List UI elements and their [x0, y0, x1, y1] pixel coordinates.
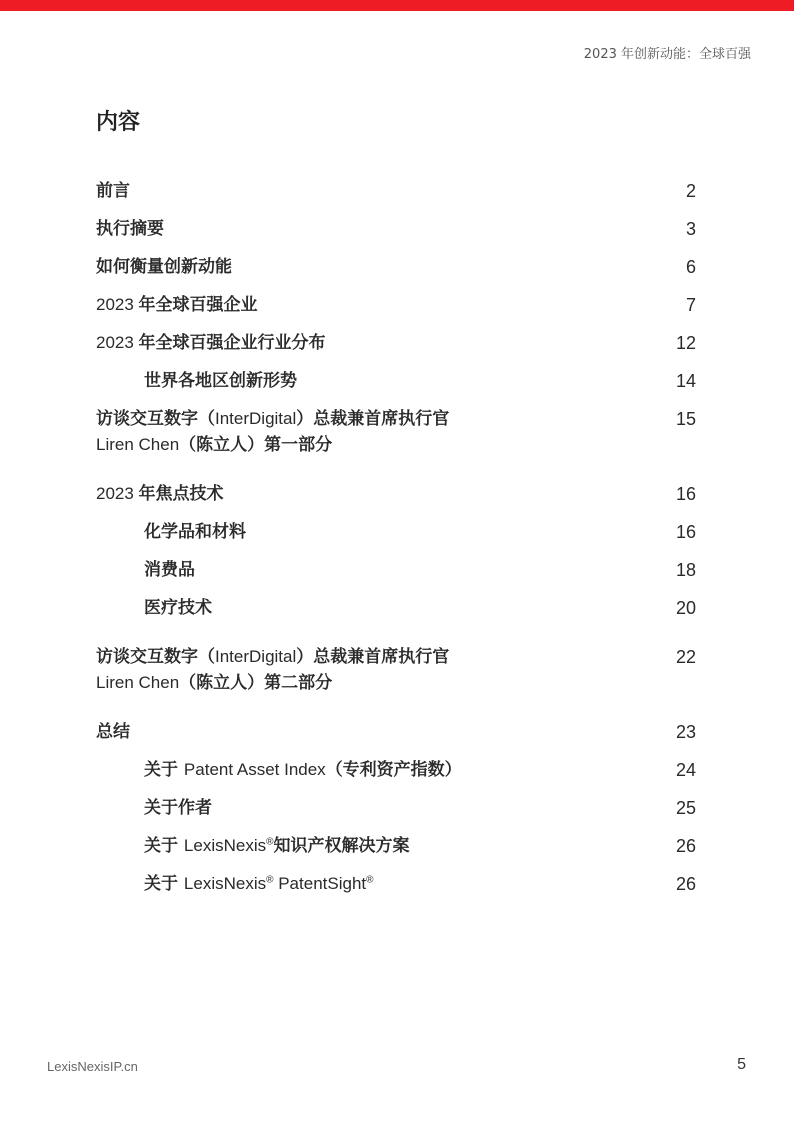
toc-entry-conclusion[interactable]: [96, 719, 696, 745]
toc-page-number: 14: [675, 371, 696, 391]
toc-entry-label: 化学品和材料: [144, 522, 246, 542]
toc-entry-top100[interactable]: [96, 292, 696, 318]
toc-title-text: 年全球百强企业: [138, 295, 258, 315]
toc-entry-executive-summary[interactable]: [96, 216, 696, 242]
toc-page-number: 16: [675, 522, 696, 542]
toc-entry-label: 世界各地区创新形势: [144, 371, 297, 391]
toc-page-number: 16: [675, 484, 696, 504]
toc-page-number: 6: [685, 257, 696, 277]
toc-year: 2023: [96, 484, 139, 503]
toc-entry-label: 访谈交互数字（InterDigital）总裁兼首席执行官 Liren Chen（陈立人）第二部分: [96, 647, 450, 693]
toc-entry-label: 执行摘要: [96, 219, 164, 239]
toc-page-number: 7: [685, 295, 696, 315]
toc-page-number: 24: [675, 760, 696, 780]
toc-page-number: 23: [675, 722, 696, 742]
toc-page-number: 2: [685, 181, 696, 201]
toc-entry-label: [96, 292, 696, 318]
toc-entry-about-patentsight[interactable]: [96, 871, 696, 897]
toc-entry-preface[interactable]: [96, 178, 696, 204]
toc-entry-label: 访谈交互数字（InterDigital）总裁兼首席执行官 Liren Chen（陈立人）第一部分: [96, 409, 450, 455]
toc-entry-label: 关于 LexisNexis® PatentSight®: [144, 874, 374, 894]
registered-mark: ®: [366, 874, 374, 886]
top-accent-bar: [0, 0, 794, 11]
toc-page-number: 26: [675, 836, 696, 856]
toc-entry-interview-part1[interactable]: [96, 406, 696, 458]
registered-mark: ®: [266, 874, 274, 886]
registered-mark: ®: [266, 836, 274, 848]
toc-entry-label: 关于 Patent Asset Index（专利资产指数）: [144, 760, 462, 780]
toc-entry-about-authors[interactable]: [96, 795, 696, 821]
page-title: 内容: [96, 110, 141, 135]
toc-entry-methodology[interactable]: [96, 254, 696, 280]
toc-entry-medical-technology[interactable]: [96, 595, 696, 621]
toc-page-number: 3: [685, 219, 696, 239]
toc-page-number: 18: [675, 560, 696, 580]
toc-entry-consumer-goods[interactable]: [96, 557, 696, 583]
toc-entry-label: 总结: [96, 722, 130, 742]
toc-page-number: 12: [675, 333, 696, 353]
toc-title-text: 年全球百强企业行业分布: [138, 333, 326, 353]
toc-page-number: 15: [675, 409, 696, 429]
toc-entry-label: 医疗技术: [144, 598, 212, 618]
toc-year: 2023: [96, 295, 139, 314]
toc-entry-label: 前言: [96, 181, 130, 201]
toc-page-number: 26: [675, 874, 696, 894]
toc-entry-label: 关于 LexisNexis®知识产权解决方案: [144, 836, 410, 856]
toc-entry-industry-distribution[interactable]: [96, 330, 696, 356]
toc-entry-focus-technologies[interactable]: [96, 481, 696, 507]
toc-entry-chemicals-materials[interactable]: [96, 519, 696, 545]
toc-entry-label: 消费品: [144, 560, 195, 580]
table-of-contents: [96, 178, 696, 897]
toc-entry-about-ip-solutions[interactable]: [96, 833, 696, 859]
toc-page-number: 22: [675, 647, 696, 667]
toc-page-number: 20: [675, 598, 696, 618]
toc-entry-interview-part2[interactable]: [96, 644, 696, 696]
toc-title-text: 年焦点技术: [138, 484, 224, 504]
page-number: 5: [737, 1056, 746, 1073]
toc-year: 2023: [96, 333, 139, 352]
toc-entry-label: 关于作者: [144, 798, 212, 818]
toc-entry-regional-landscape[interactable]: [96, 368, 696, 394]
toc-entry-label: [96, 481, 696, 507]
toc-entry-label: [96, 330, 696, 356]
toc-entry-label: 如何衡量创新动能: [96, 257, 232, 277]
toc-page-number: 25: [675, 798, 696, 818]
footer-website[interactable]: LexisNexisIP.cn: [47, 1059, 138, 1074]
running-header: 2023 年创新动能：全球百强: [583, 47, 751, 62]
toc-entry-about-patent-asset-index[interactable]: [96, 757, 696, 783]
